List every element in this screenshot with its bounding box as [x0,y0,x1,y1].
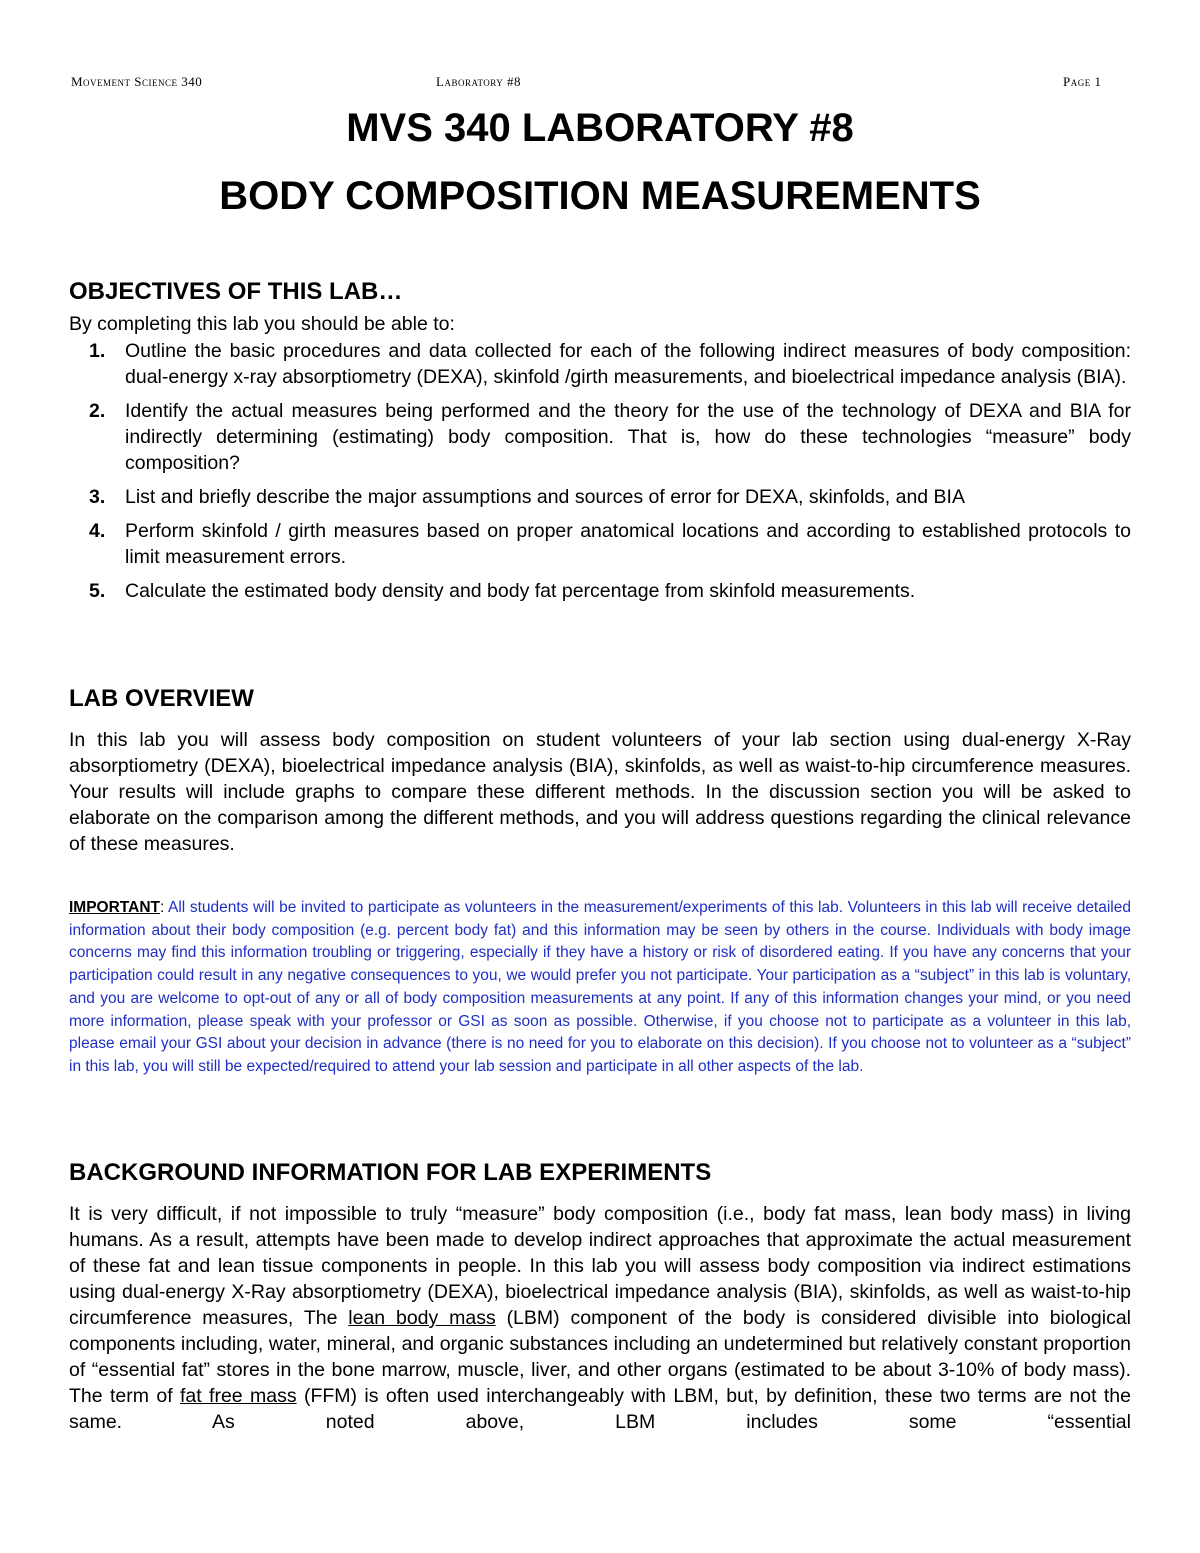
objective-text: Perform skinfold / girth measures based on proper anatomical locations and according to established protocols to limit measurement errors. [125,520,1131,568]
important-notice [69,897,1131,1079]
important-label: IMPORTANT [69,899,160,916]
objective-item [69,518,1131,570]
objective-number: 3. [89,486,106,508]
background-heading: BACKGROUND INFORMATION FOR LAB EXPERIMENTS [69,1159,712,1186]
background-paragraph [69,1201,1131,1435]
background-text-part2: (LBM) component of the body is considered divisible into biological components including, water, mineral, and organic substances including an undetermined but relatively constant proportion of “essential fat” stores in the bone marrow, muscle, liver, and other organs (estimated to be about 3-10% of body mass). The term of [69,1307,1131,1407]
objective-item [69,338,1131,390]
important-colon: : [159,899,165,916]
objective-item [69,578,1131,604]
objective-text: Identify the actual measures being performed and the theory for the use of the technology of DEXA and BIA for indirectly determining (estimating) body composition. That is, how do these technologies “measure” body composition? [125,400,1131,474]
objective-number: 1. [89,340,106,362]
objective-text: Calculate the estimated body density and body fat percentage from skinfold measurements. [125,580,916,602]
objective-text: Outline the basic procedures and data collected for each of the following indirect measures of body composition: dual-energy x-ray absorptiometry (DEXA), skinfold /girth measurements, and bioelectrical impedance analysis (BIA). [125,340,1131,388]
running-header-page: Page 1 [1063,74,1102,89]
background-text-part3: (FFM) is often used interchangeably with LBM, but, by definition, these two terms are not the same. As noted above, LBM includes some “essential [69,1385,1131,1433]
objectives-list [69,338,1131,612]
objective-number: 4. [89,520,106,542]
running-header-lab: Laboratory #8 [436,74,522,89]
term-fat-free-mass: fat free mass [179,1385,297,1407]
document-title: MVS 340 LABORATORY #8 [346,106,854,150]
objective-item [69,484,1131,510]
objective-text: List and briefly describe the major assumptions and sources of error for DEXA, skinfolds, and BIA [125,486,965,508]
objective-item [69,398,1131,476]
overview-paragraph: In this lab you will assess body composition on student volunteers of your lab section using dual-energy X-Ray absorptiometry (DEXA), bioelectrical impedance analysis (BIA), skinfolds, as well as waist-to-hip circumference measures. Your results will include graphs to compare these different methods. In the discussion section you will be asked to elaborate on the comparison among the different methods, and you will address questions regarding the clinical relevance of these measures. [69,729,1131,855]
important-text: All students will be invited to participate as volunteers in the measurement/experiments of this lab. Volunteers in this lab will receive detailed information about their body composition (e.g. percent body fat) and this information may be seen by others in the course. Individuals with body image concerns may find this information troubling or triggering, especially if they have a history or risk of disordered eating. If you have any concerns that your participation could result in any negative consequences to you, we would prefer you not participate. Your participation as a “subject” in this lab is voluntary, and you are welcome to opt-out of any or all of body composition measurements at any point. If any of this information changes your mind, or you need more information, please speak with your professor or GSI as soon as possible. Otherwise, if you choose not to participate as a volunteer in this lab, please email your GSI about your decision in advance (there is no need for you to elaborate on this decision). If you choose not to volunteer as a “subject” in this lab, you will still be expected/required to attend your lab session and participate in all other aspects of the lab. [69,899,1131,1075]
objective-number: 2. [89,400,106,422]
objectives-heading: OBJECTIVES OF THIS LAB… [69,278,403,305]
background-text-part1: It is very difficult, if not impossible to truly “measure” body composition (i.e., body fat mass, lean body mass) in living humans. As a result, attempts have been made to develop indirect approaches that approximate the actual measurement of these fat and lean tissue components in people. In this lab you will assess body composition via indirect estimations using dual-energy X-Ray absorptiometry (DEXA), bioelectrical impedance analysis (BIA), skinfolds, as well as waist-to-hip circumference measures, The [69,1203,1131,1329]
document-subtitle: BODY COMPOSITION MEASUREMENTS [219,174,981,218]
running-header-course: Movement Science 340 [71,74,203,89]
objectives-intro: By completing this lab you should be able to: [69,313,455,335]
objective-number: 5. [89,580,106,602]
overview-heading: LAB OVERVIEW [69,685,254,712]
term-lean-body-mass: lean body mass [348,1307,496,1329]
